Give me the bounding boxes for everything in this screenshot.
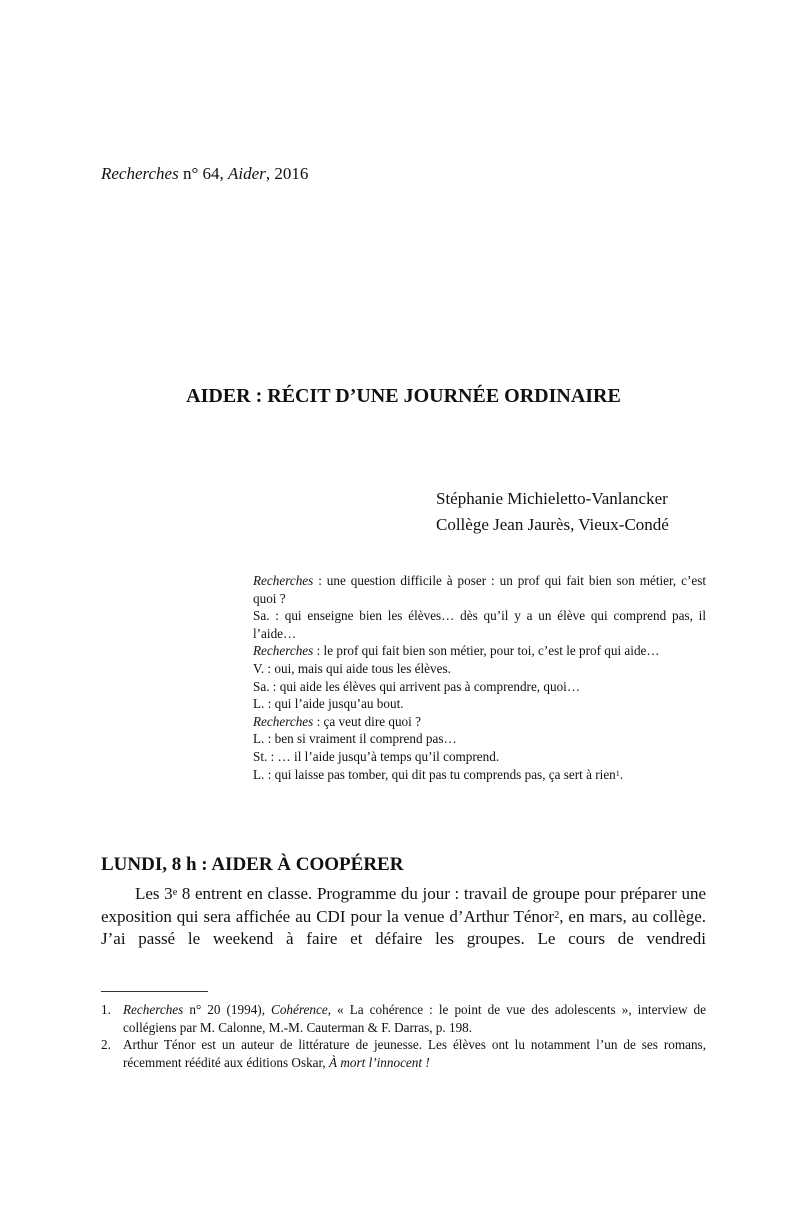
footnote-rule <box>101 991 208 992</box>
dialogue-speaker: Sa. <box>253 678 270 694</box>
author-name: Stéphanie Michieletto-Vanlancker <box>436 489 668 508</box>
issue-year: , 2016 <box>265 164 309 183</box>
dialogue-text: : une question difficile à poser : un prof qui fait bien son métier, c’est quoi ? <box>253 573 706 606</box>
paragraph-text: 8 entrent en classe. Programme du jour : travail de groupe pour préparer une exposition qui sera affichée au CDI pour la venue d’Arthur Ténor <box>101 884 707 926</box>
dialogue-text: : oui, mais qui aide tous les élèves. <box>264 660 451 676</box>
dialogue-text: : qui enseigne bien les élèves… dès qu’il y a un élève qui comprend pas, il l’aide… <box>253 608 706 641</box>
article-title: AIDER : RÉCIT D’UNE JOURNÉE ORDINAIRE <box>186 385 621 407</box>
paragraph-text: , en mars, au collège. J’ai passé le weekend à faire et défaire les groupes. Le cours de vendredi <box>101 906 707 948</box>
author-block <box>436 486 669 538</box>
body-paragraph <box>101 883 706 951</box>
paragraph-text: Les 3 <box>135 884 173 903</box>
dialogue-line <box>253 642 706 660</box>
footnote-segment: , « La cohérence : le point de vue des adolescents », interview de collégiens par M. Calonne, M.-M. Cauterman & F. Darras, p. 198. <box>123 1002 706 1035</box>
dialogue-line <box>253 695 706 713</box>
dialogue-text: : ça veut dire quoi ? <box>313 713 421 729</box>
dialogue-speaker: Sa. <box>253 608 270 624</box>
dialogue-line <box>253 713 706 731</box>
dialogue-speaker: L. <box>253 766 265 782</box>
footnote-ref: 2 <box>554 909 560 921</box>
dialogue-speaker: St. <box>253 748 268 764</box>
dialogue-line <box>253 678 706 696</box>
dialogue-line <box>253 766 706 784</box>
footnote-number: 2. <box>101 1037 111 1053</box>
dialogue-speaker: Recherches <box>253 573 314 588</box>
footnote <box>101 1001 706 1036</box>
dialogue-text: : ben si vraiment il comprend pas… <box>264 731 457 747</box>
dialogue-line <box>253 572 706 607</box>
dialogue-text: : qui laisse pas tomber, qui dit pas tu comprends pas, ça sert à rien <box>264 766 616 782</box>
author-affiliation: Collège Jean Jaurès, Vieux-Condé <box>436 515 669 534</box>
dialogue-line <box>253 748 706 766</box>
footnote-ref: 1 <box>615 768 620 778</box>
footnote-text <box>123 1036 706 1071</box>
issue-theme: Aider <box>228 164 266 183</box>
epigraph-dialogue <box>253 572 706 783</box>
footnote-journal: Recherches <box>123 1002 184 1017</box>
dialogue-speaker: V. <box>253 660 265 676</box>
dialogue-line <box>253 660 706 678</box>
footnote-segment: Arthur Ténor est un auteur de littérature de jeunesse. Les élèves ont lu notamment l’un de ses romans, récemment réédité aux éditions Oskar, <box>123 1037 706 1070</box>
dialogue-text: : … il l’aide jusqu’à temps qu’il comprend. <box>267 748 500 764</box>
dialogue-speaker: L. <box>253 696 265 712</box>
footnote-text <box>123 1001 706 1036</box>
footnotes <box>101 1001 706 1071</box>
journal-name: Recherches <box>101 164 179 183</box>
dialogue-punct: . <box>619 766 624 782</box>
section-heading: LUNDI, 8 h : AIDER À COOPÉRER <box>101 854 404 875</box>
running-header <box>101 164 308 184</box>
dialogue-line <box>253 730 706 748</box>
dialogue-text: : qui l’aide jusqu’au bout. <box>264 696 404 712</box>
superscript: e <box>172 887 178 899</box>
dialogue-speaker: Recherches <box>253 713 314 729</box>
footnote-segment: n° 20 (1994), <box>183 1002 272 1017</box>
footnote <box>101 1036 706 1071</box>
footnote-book-title: À mort l’innocent ! <box>329 1054 430 1070</box>
dialogue-text: : le prof qui fait bien son métier, pour toi, c’est le prof qui aide… <box>313 643 660 659</box>
dialogue-text: : qui aide les élèves qui arrivent pas à comprendre, quoi… <box>269 678 581 694</box>
dialogue-line <box>253 607 706 642</box>
footnote-theme: Cohérence <box>271 1002 328 1017</box>
footnote-number: 1. <box>101 1002 111 1017</box>
dialogue-speaker: Recherches <box>253 643 314 659</box>
dialogue-speaker: L. <box>253 731 265 747</box>
issue-number: n° 64, <box>178 164 229 183</box>
